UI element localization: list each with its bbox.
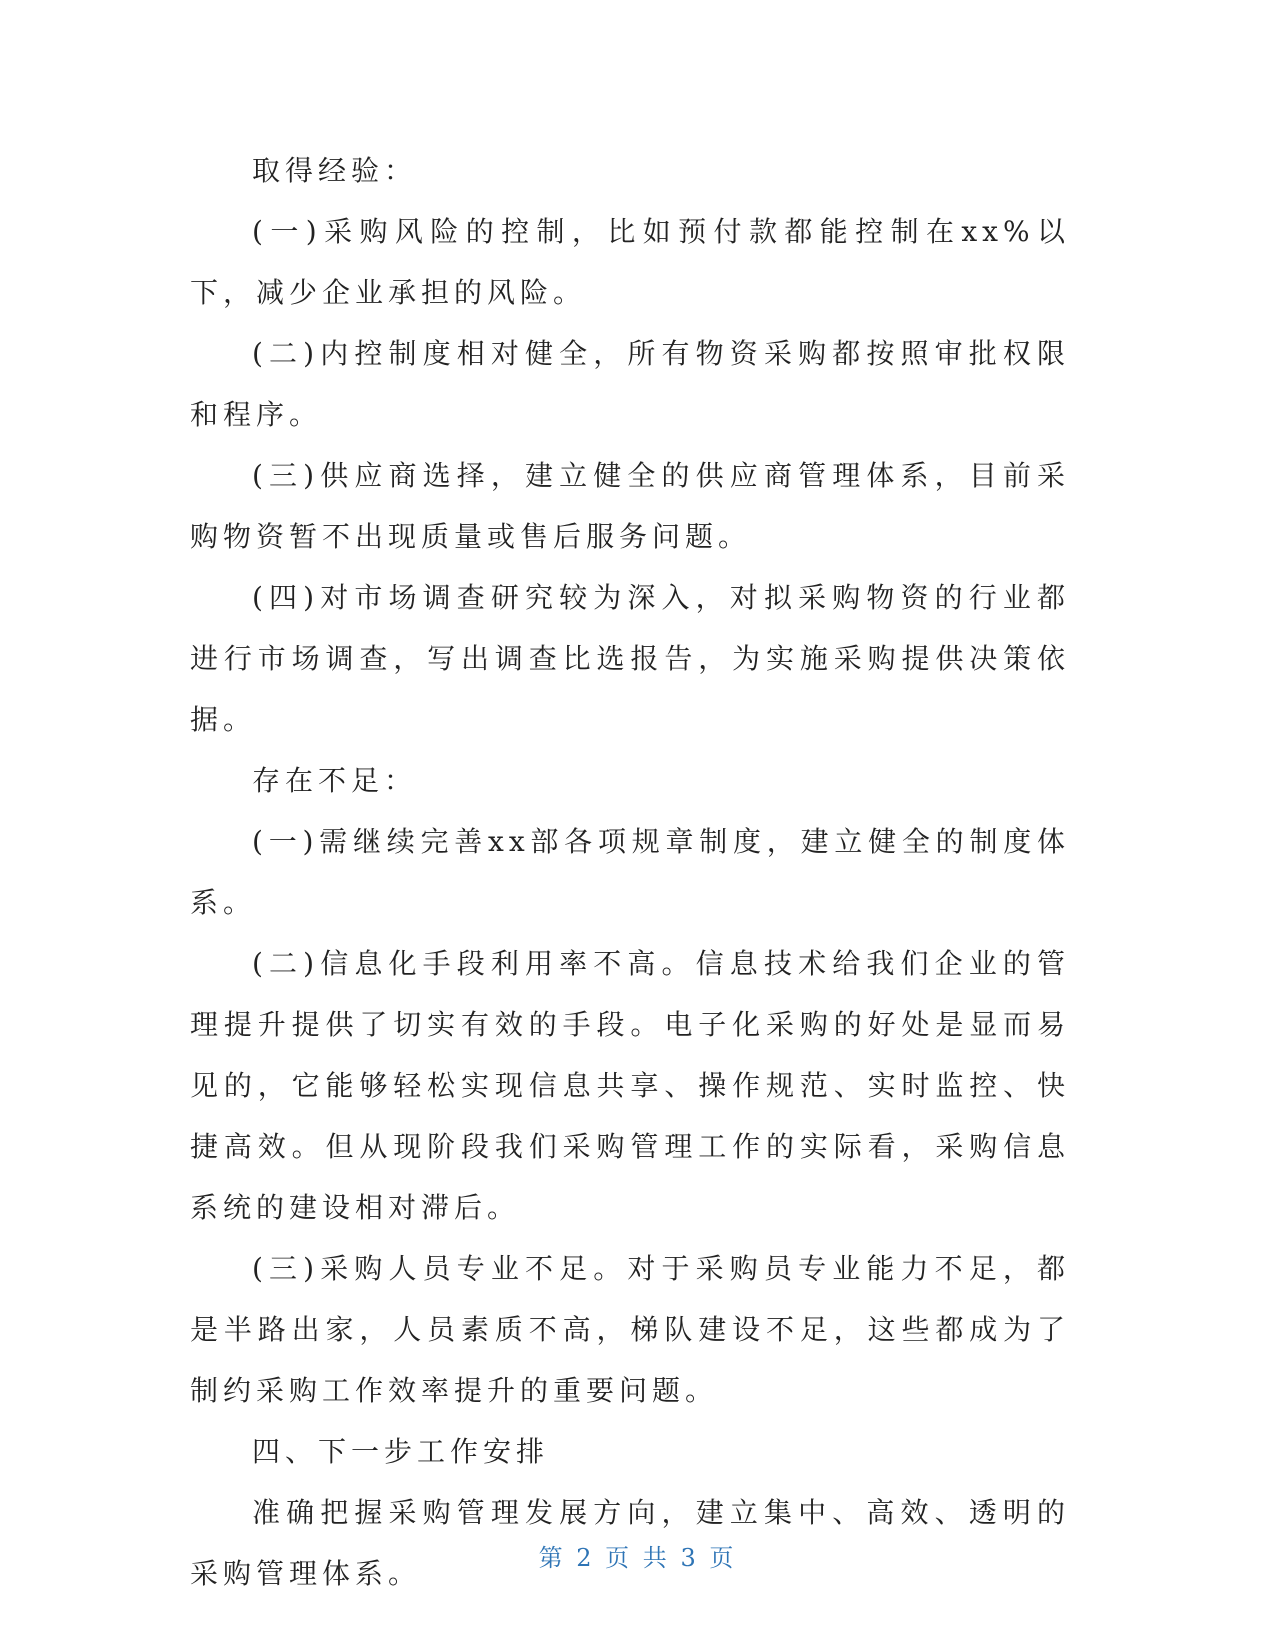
paragraph-experience-heading: 取得经验：: [252, 154, 418, 187]
footer-suffix: 页: [709, 1544, 737, 1572]
paragraph-experience-1: (一)采购风险的控制，比如预付款都能控制在xx%以下，减少企业承担的风险。: [190, 215, 1070, 309]
footer-prefix: 第: [538, 1544, 566, 1572]
section-heading-next-steps: 四、下一步工作安排: [252, 1435, 550, 1468]
footer-middle: 页 共: [605, 1544, 670, 1572]
paragraph-shortcoming-2: (二)信息化手段利用率不高。信息技术给我们企业的管理提升提供了切实有效的手段。电子化采购的好处是显而易见的，它能够轻松实现信息共享、操作规范、实时监控、快捷高效。但从现阶段我们采购管理工作的实际看，采购信息系统的建设相对滞后。: [190, 947, 1070, 1224]
paragraph-shortcoming-1: (一)需继续完善xx部各项规章制度，建立健全的制度体系。: [190, 825, 1070, 919]
paragraph-experience-2: (二)内控制度相对健全，所有物资采购都按照审批权限和程序。: [190, 337, 1070, 431]
footer-current-page: 2: [576, 1544, 595, 1572]
footer-total-pages: 3: [680, 1544, 699, 1572]
paragraph-experience-3: (三)供应商选择，建立健全的供应商管理体系，目前采购物资暂不出现质量或售后服务问题。: [190, 459, 1070, 553]
paragraph-shortcoming-3: (三)采购人员专业不足。对于采购员专业能力不足，都是半路出家，人员素质不高，梯队建设不足，这些都成为了制约采购工作效率提升的重要问题。: [190, 1252, 1070, 1407]
page-footer: [0, 1538, 1275, 1573]
document-body: [190, 140, 1070, 1604]
paragraph-next-steps: 准确把握采购管理发展方向，建立集中、高效、透明的采购管理体系。: [190, 1496, 1070, 1590]
paragraph-shortcomings-heading: 存在不足：: [252, 764, 418, 797]
paragraph-experience-4: (四)对市场调查研究较为深入，对拟采购物资的行业都进行市场调查，写出调查比选报告，为实施采购提供决策依据。: [190, 581, 1070, 736]
